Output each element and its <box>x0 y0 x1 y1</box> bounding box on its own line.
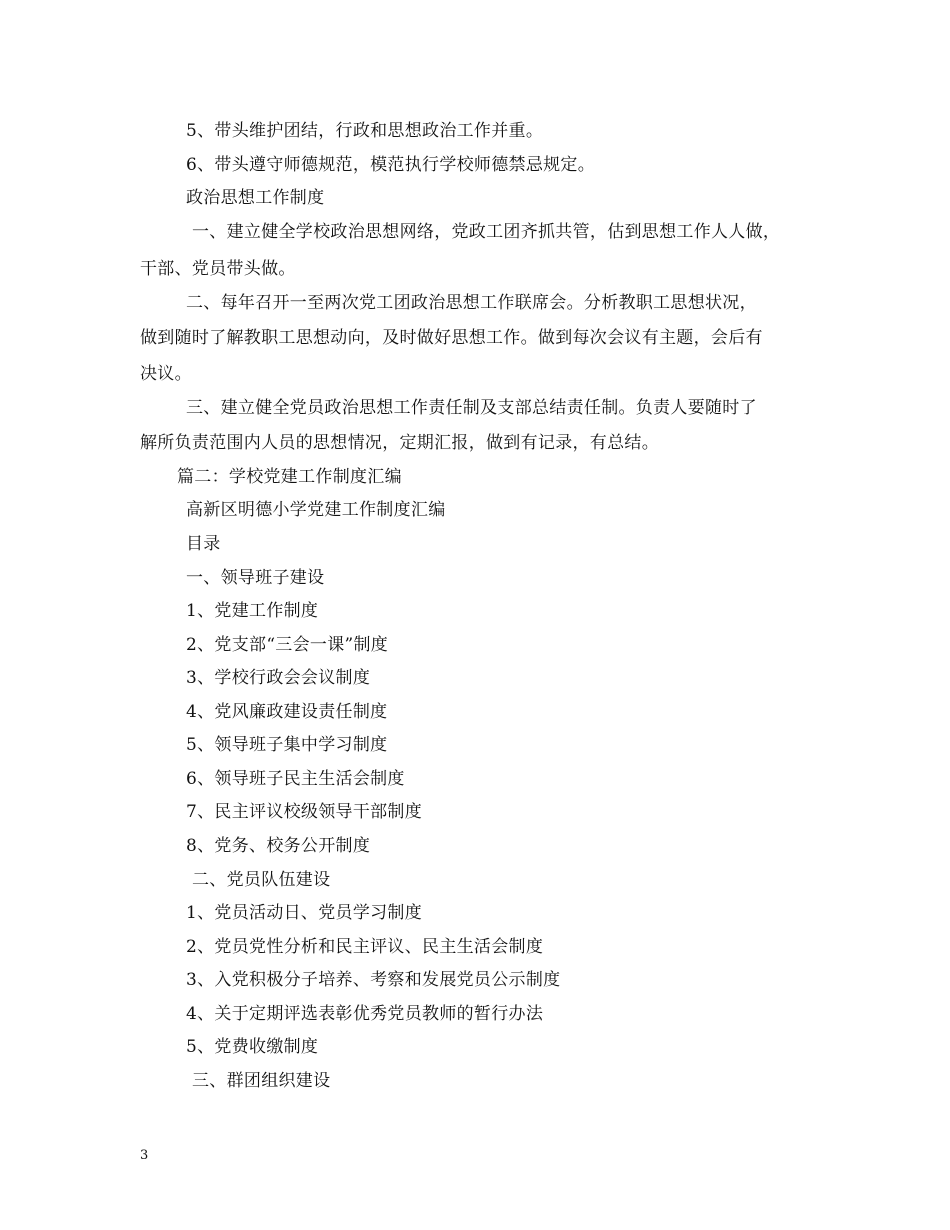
toc-item: 5、领导班子集中学习制度 <box>186 735 388 755</box>
toc-section: 三、群团组织建设 <box>192 1071 331 1091</box>
section-heading: 政治思想工作制度 <box>186 188 325 208</box>
toc-item: 3、学校行政会会议制度 <box>186 668 371 688</box>
text-line: 做到随时了解教职工思想动向，及时做好思想工作。做到每次会议有主题，会后有 <box>140 328 763 348</box>
text-line: 三、建立健全党员政治思想工作责任制及支部总结责任制。负责人要随时了 <box>186 398 757 418</box>
toc-section: 二、党员队伍建设 <box>192 870 331 890</box>
toc-item: 4、关于定期评选表彰优秀党员教师的暂行办法 <box>186 1004 544 1024</box>
section-heading: 篇二：学校党建工作制度汇编 <box>177 467 402 487</box>
page-number: 3 <box>140 1148 149 1163</box>
toc-item: 7、民主评议校级领导干部制度 <box>186 802 423 822</box>
text-line: 干部、党员带头做。 <box>140 259 296 279</box>
toc-item: 1、党建工作制度 <box>186 601 319 621</box>
toc-item: 8、党务、校务公开制度 <box>186 836 371 856</box>
toc-item: 5、党费收缴制度 <box>186 1037 319 1057</box>
toc-item: 2、党支部“三会一课”制度 <box>186 635 389 655</box>
toc-item: 2、党员党性分析和民主评议、民主生活会制度 <box>186 937 544 957</box>
text-line: 解所负责范围内人员的思想情况，定期汇报，做到有记录，有总结。 <box>140 433 659 453</box>
toc-heading: 目录 <box>186 534 221 554</box>
text-line: 二、每年召开一至两次党工团政治思想工作联席会。分析教职工思想状况， <box>186 293 757 313</box>
text-line: 决议。 <box>140 364 192 384</box>
toc-item: 4、党风廉政建设责任制度 <box>186 702 388 722</box>
toc-item: 3、入党积极分子培养、考察和发展党员公示制度 <box>186 970 561 990</box>
toc-section: 一、领导班子建设 <box>186 568 325 588</box>
text-line: 6、带头遵守师德规范，模范执行学校师德禁忌规定。 <box>186 155 596 175</box>
text-line: 5、带头维护团结，行政和思想政治工作并重。 <box>186 121 544 141</box>
toc-item: 6、领导班子民主生活会制度 <box>186 769 405 789</box>
document-title: 高新区明德小学党建工作制度汇编 <box>186 500 446 520</box>
toc-item: 1、党员活动日、党员学习制度 <box>186 903 423 923</box>
text-line: 一、建立健全学校政治思想网络，党政工团齐抓共管，估到思想工作人人做， <box>192 222 781 242</box>
